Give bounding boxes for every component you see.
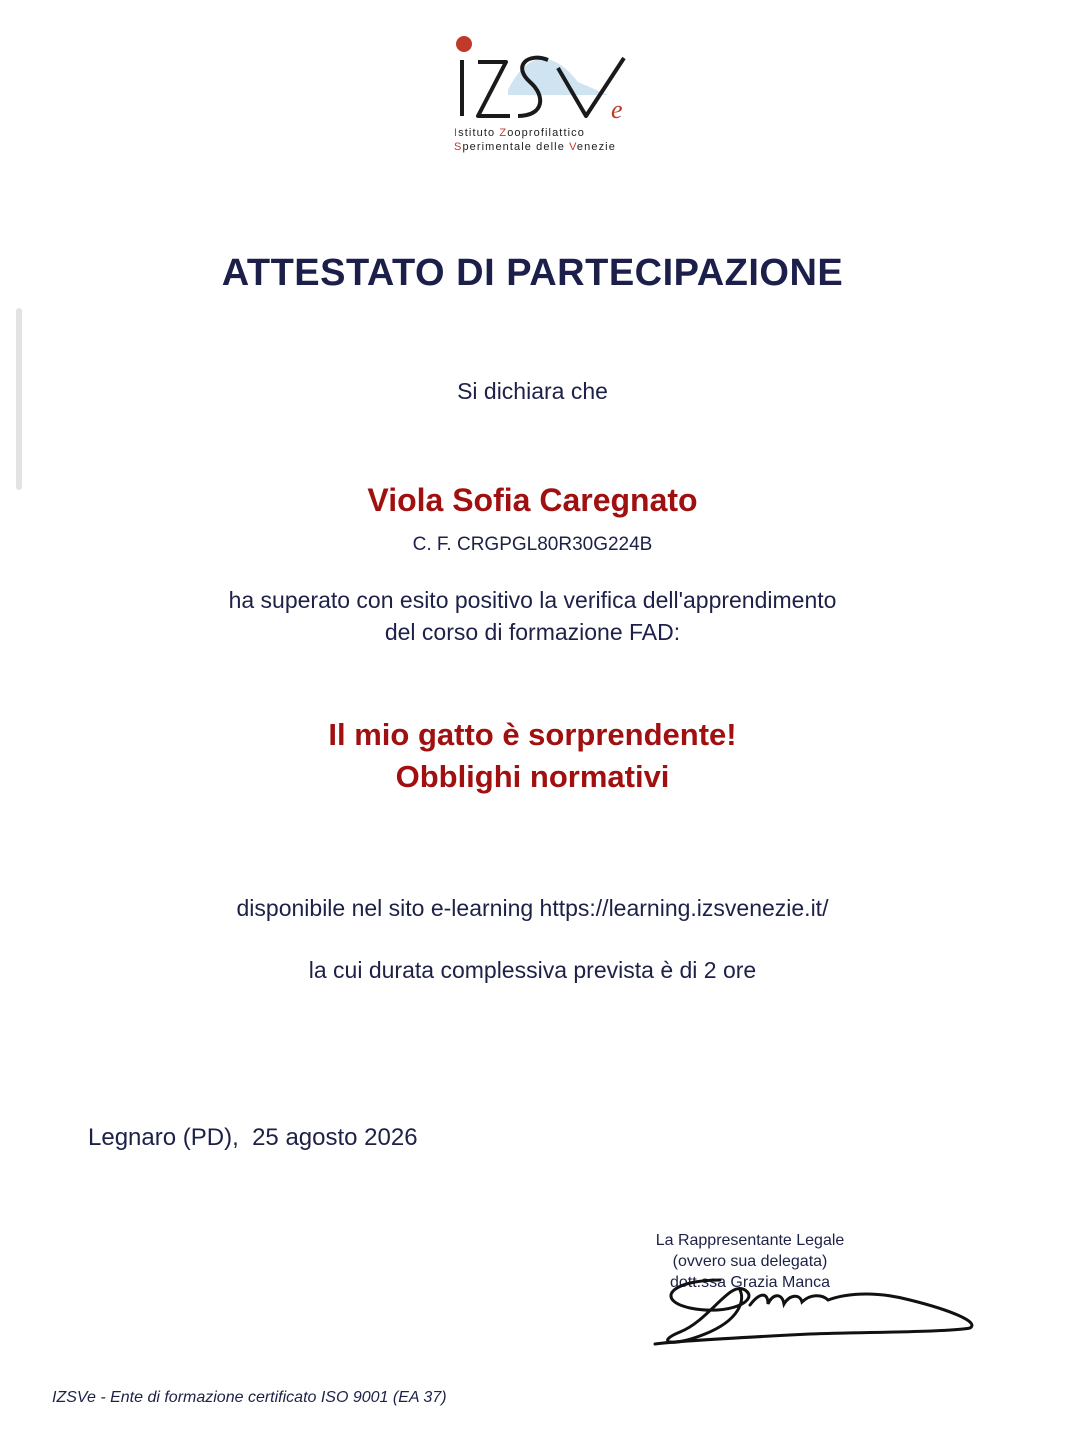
izsve-logo [448, 30, 638, 160]
representative-delegate: (ovvero sua delegata) [672, 1253, 828, 1270]
logo-institute-name [454, 126, 616, 154]
certificate-title: ATTESTATO DI PARTECIPAZIONE [221, 252, 844, 294]
logo-line-1: Istituto Zooprofilattico [454, 127, 585, 139]
svg-text:e: e [611, 95, 623, 124]
site-statement: disponibile nel sito e-learning https://learning.izsvenezie.it/ [236, 895, 829, 921]
passed-line-2: del corso di formazione FAD: [384, 619, 681, 645]
declaration-text: Si dichiara che [457, 378, 608, 404]
course-title-line-2: Obblighi normativi [395, 759, 670, 794]
participant-name: Viola Sofia Caregnato [367, 482, 698, 518]
logo-line-2: Sperimentale delle Venezie [454, 141, 616, 153]
signature-image [650, 1270, 980, 1350]
course-title-line-1: Il mio gatto è sorprendente! [328, 717, 737, 752]
footer-certification: IZSVe - Ente di formazione certificato ISO 9001 (EA 37) [52, 1389, 447, 1406]
course-title [0, 714, 1065, 798]
representative-title: La Rappresentante Legale [655, 1232, 845, 1249]
place-and-date: Legnaro (PD), 25 agosto 2026 [88, 1124, 418, 1151]
izsve-logo-mark-icon [448, 30, 638, 130]
duration-statement: la cui durata complessiva prevista è di 2 ore [308, 957, 757, 983]
passed-line-1: ha superato con esito positivo la verifica dell'apprendimento [228, 587, 837, 613]
passed-statement [0, 584, 1065, 648]
representative-name: dott.ssa Grazia Manca [669, 1274, 831, 1291]
tax-code: C. F. CRGPGL80R30G224B [412, 534, 653, 555]
